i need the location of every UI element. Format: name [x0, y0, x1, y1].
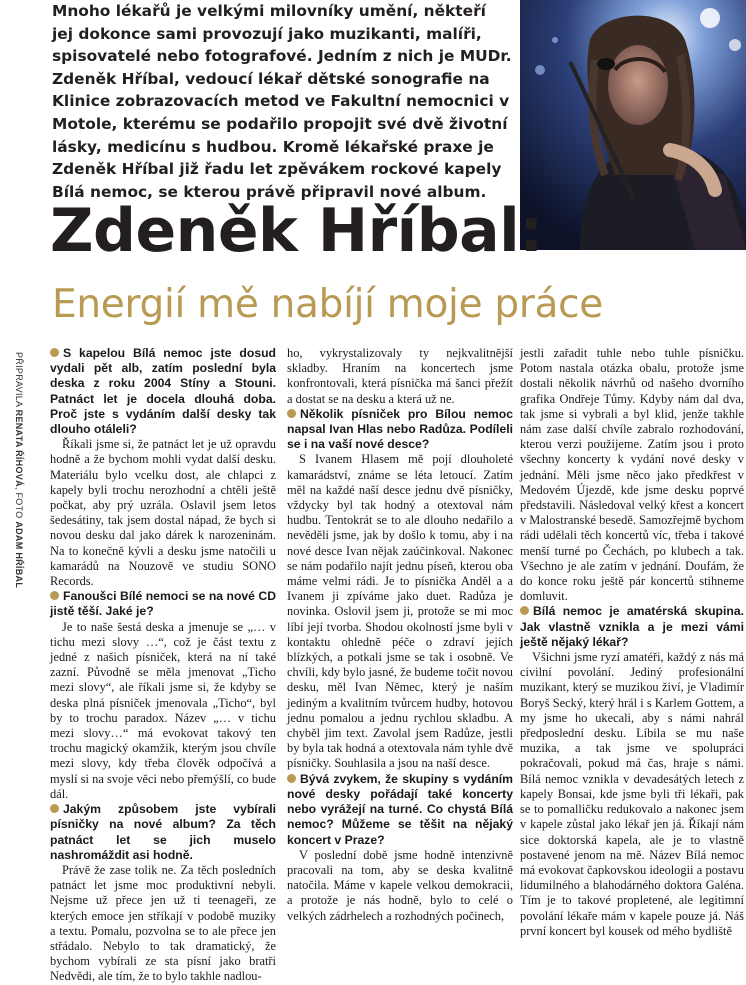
singer-photo — [520, 0, 746, 250]
bullet-icon — [50, 804, 59, 813]
interview-question — [50, 802, 276, 863]
bullet-icon — [287, 409, 296, 418]
answer-paragraph: V poslední době jsme hodně intenzivně pracovali na tom, aby se deska kvalitně natočila. Máme v kapele velkou demokracii, a protože je nás hodně, bylo to celé o velkých zádrhelech a rozhodných počinech, — [287, 847, 513, 923]
article-column-1 — [50, 346, 276, 985]
subheadline: Energií mě nabíjí moje práce — [52, 282, 603, 327]
interview-question — [287, 407, 513, 453]
question-text: Jakým způsobem jste vybírali písničky na nové album? Za těch patnáct let se jich muselo nashromáždit asi hodně. — [50, 802, 276, 862]
interview-question — [50, 346, 276, 437]
credit-photographer: ADAM HŘÍBAL — [14, 521, 24, 589]
credit-mid: , FOTO — [14, 486, 24, 522]
interview-question — [520, 604, 744, 650]
answer-paragraph: S Ivanem Hlasem mě pojí dlouholeté kamarádství, známe se léta letoucí. Zatím měl na každé naší desce jednu dvě písničky, vždycky byl tak hodný a otextoval nám hudbu. Tentokrát se to ale dlouho nedařilo a nevěděli jsme, jak by došlo k tomu, aby i na nové desce Ivan nějak zaúčinkoval. Nakonec se nám podařilo najít jednu píseň, kterou oba máme velmi rádi. Je to písnička Anděl a a Ivanem ji zpíváme jako duet. Radůza je novinka. Oslovil jsem ji, protože se mi moc líbí její tvorba. Shodou okolností jsme byli v kontaktu ohledně péče o zdraví jejích blízkých, a potkali jsme se tak i osobně. Ve chvíli, kdy bylo jasné, že budeme točit novou desku, měl Ivan Němec, který je naším jediným a kvalitním tvůrcem hudby, hotovou jednu pomalou a jednu rychlou skladbu. A chyběl jim text. Zavolal jsem Radůze, jestli by byla tak hodná a otextovala nám tyhle dvě písničky. Souhlasila a jsou na naší desce. — [287, 452, 513, 771]
intro-paragraph: Mnoho lékařů je velkými milovníky umění, někteří jej dokonce sami provozují jako muzikanti, malíři, spisovatelé nebo fotografové. Jedním z nich je MUDr. Zdeněk Hříbal, vedoucí lékař dětské sonografie na Klinice zobrazovacích metod ve Fakultní nemocnici v Motole, kterému se podařilo propojit své dvě životní lásky, medicínu s hudbou. Kromě lékařské praxe je Zdeněk Hříbal již řadu let zpěvákem rockové kapely Bílá nemoc, se kterou právě připravil nové album. — [52, 2, 512, 201]
article-column-3 — [520, 346, 744, 939]
answer-paragraph: Právě že zase tolik ne. Za těch posledních patnáct let jsme moc produktivní nebyli. Nejsme už přece jen už ti teenageři, ze kterých emoce jen stříkají v podobě muziky a textu. Pomalu, pozvolna se to ale přece jen střádalo. Nebylo to tak dramatický, že bychom vybírali ze sta písní jako bratři Nedvědi, ale tím, že to bylo takhle nadlou- — [50, 862, 276, 984]
question-text: Bývá zvykem, že skupiny s vydáním nové desky pořádají také koncerty nebo vyrážejí na turné. Co chystá Bílá nemoc? Můžeme se těšit na nějaký koncert v Praze? — [287, 771, 513, 847]
answer-paragraph: Je to naše šestá deska a jmenuje se „… v tichu mezi slovy …“, což je část textu z jedné z našich písniček, která na ní také zazní. Původně se měla jmenovat „Ticho mezi slovy“, ale říkali jsme si, že kdyby se deska plná písniček jmenovala „Ticho“, byl by to trochu paradox. Název „… v tichu mezi slovy…“ má evokovat takový ten trochu magický okamžik, kterým jsou chvíle mezi slovy, kdy třeba člověk odpočívá a myslí si na svoje věci nebo přemýšlí, co bude dál. — [50, 619, 276, 801]
question-text: Fanoušci Bílé nemoci se na nové CD jistě těší. Jaké je? — [50, 589, 276, 619]
photo-credit — [6, 352, 24, 652]
interview-question — [287, 772, 513, 848]
bullet-icon — [50, 348, 59, 357]
bullet-icon — [520, 606, 529, 615]
answer-paragraph: jestli zařadit tuhle nebo tuhle písničku. Potom nastala otázka obalu, protože jsme dostali několik návrhů od našeho dvorního grafika Ondřeje Tůmy. Kdyby nám dal dva, tak jsme si vybrali a byl klid, jenže takhle nám zase další chvíle zabralo rozhodování, kterou verzi použijeme. Zatím jsou i proto všechny koncerty k vydání nové desky v jednání. Měli jsme něco jako předkřest v Medovém Újezdě, kde jsme desku poprvé představili. Následoval velký křest a koncert v Malostranské besedě. Samozřejmě bychom rádi udělali těch koncertů víc, třeba i takové menší turné po Čechách, po klubech a tak. Všechno je ale zatím v jednání. Doufám, že do konce roku ještě pár koncertů stihneme domluvit. — [520, 346, 744, 604]
bullet-icon — [50, 591, 59, 600]
article-column-2 — [287, 346, 513, 924]
answer-paragraph: Říkali jsme si, že patnáct let je už opravdu hodně a že bychom mohli vydat další desku. Materiálu bylo vcelku dost, ale chlapci z kapely byli trochu nerozhodní a chtěli ještě počkat, aby prý uzrála. Oslavil jsem letos šedesátiny, tak jsem dostal nápad, že bych si novou desku dal jako dárek k narozeninám. Na to konečně kývli a desku jsme natočili u kamarádů na Nouzově ve studiu SONO Records. — [50, 437, 276, 589]
question-text: S kapelou Bílá nemoc jste dosud vydali pět alb, zatím poslední byla deska z roku 2004 Stíny a Stouni. Patnáct let je docela dlouhá doba. Proč jste s vydáním další desky tak dlouho otáleli? — [50, 346, 276, 437]
credit-author: RENATA ŘÍHOVÁ — [14, 409, 24, 487]
headline: Zdeněk Hříbal: — [50, 196, 543, 266]
question-text: Několik písniček pro Bílou nemoc napsal Ivan Hlas nebo Radůza. Podíleli se i na vaší nové desce? — [287, 406, 513, 452]
bullet-icon — [287, 774, 296, 783]
answer-paragraph: Všichni jsme ryzí amatéři, každý z nás má civilní povolání. Jediný profesionální muzikant, který se muzikou živí, je Vladimír Boryš Secký, který hrál i s Karlem Gottem, a my jsme ho ukecali, aby s námi nahrál předposlední desku. Líbila se mu naše muzika, a tak jsme ve spolupráci pokračovali, pokud má čas, hraje s námi. Bílá nemoc vznikla v devadesátých letech z kapely Bonsai, kde jsme byli tři lékaři, pak se to pomalličku redukovalo a nakonec jsem v kapele zůstal jako lékař jen já. Říkají nám sice doktorská kapela, ale je to vlastně postavené jenom na mě. Název Bílá nemoc má evokovat čapkovskou ideologii a postavu lidumilného a blahodárného doktora Galéna. Tím je to takové propletené, ale legitimní povolání lékaře mám v kapele pouze já. Náš první koncert byl kousek od mého bydliště — [520, 650, 744, 938]
credit-prefix: PŘIPRAVILA — [14, 352, 24, 410]
question-text: Bílá nemoc je amatérská skupina. Jak vlastně vznikla a je mezi vámi ještě nějaký lékař? — [520, 604, 744, 649]
interview-question — [50, 589, 276, 619]
answer-paragraph: ho, vykrystalizovaly ty nejkvalitnější skladby. Hraním na koncertech jsme konfrontovali, která písnička má šanci přežít a dostat se na desku a která už ne. — [287, 346, 513, 406]
